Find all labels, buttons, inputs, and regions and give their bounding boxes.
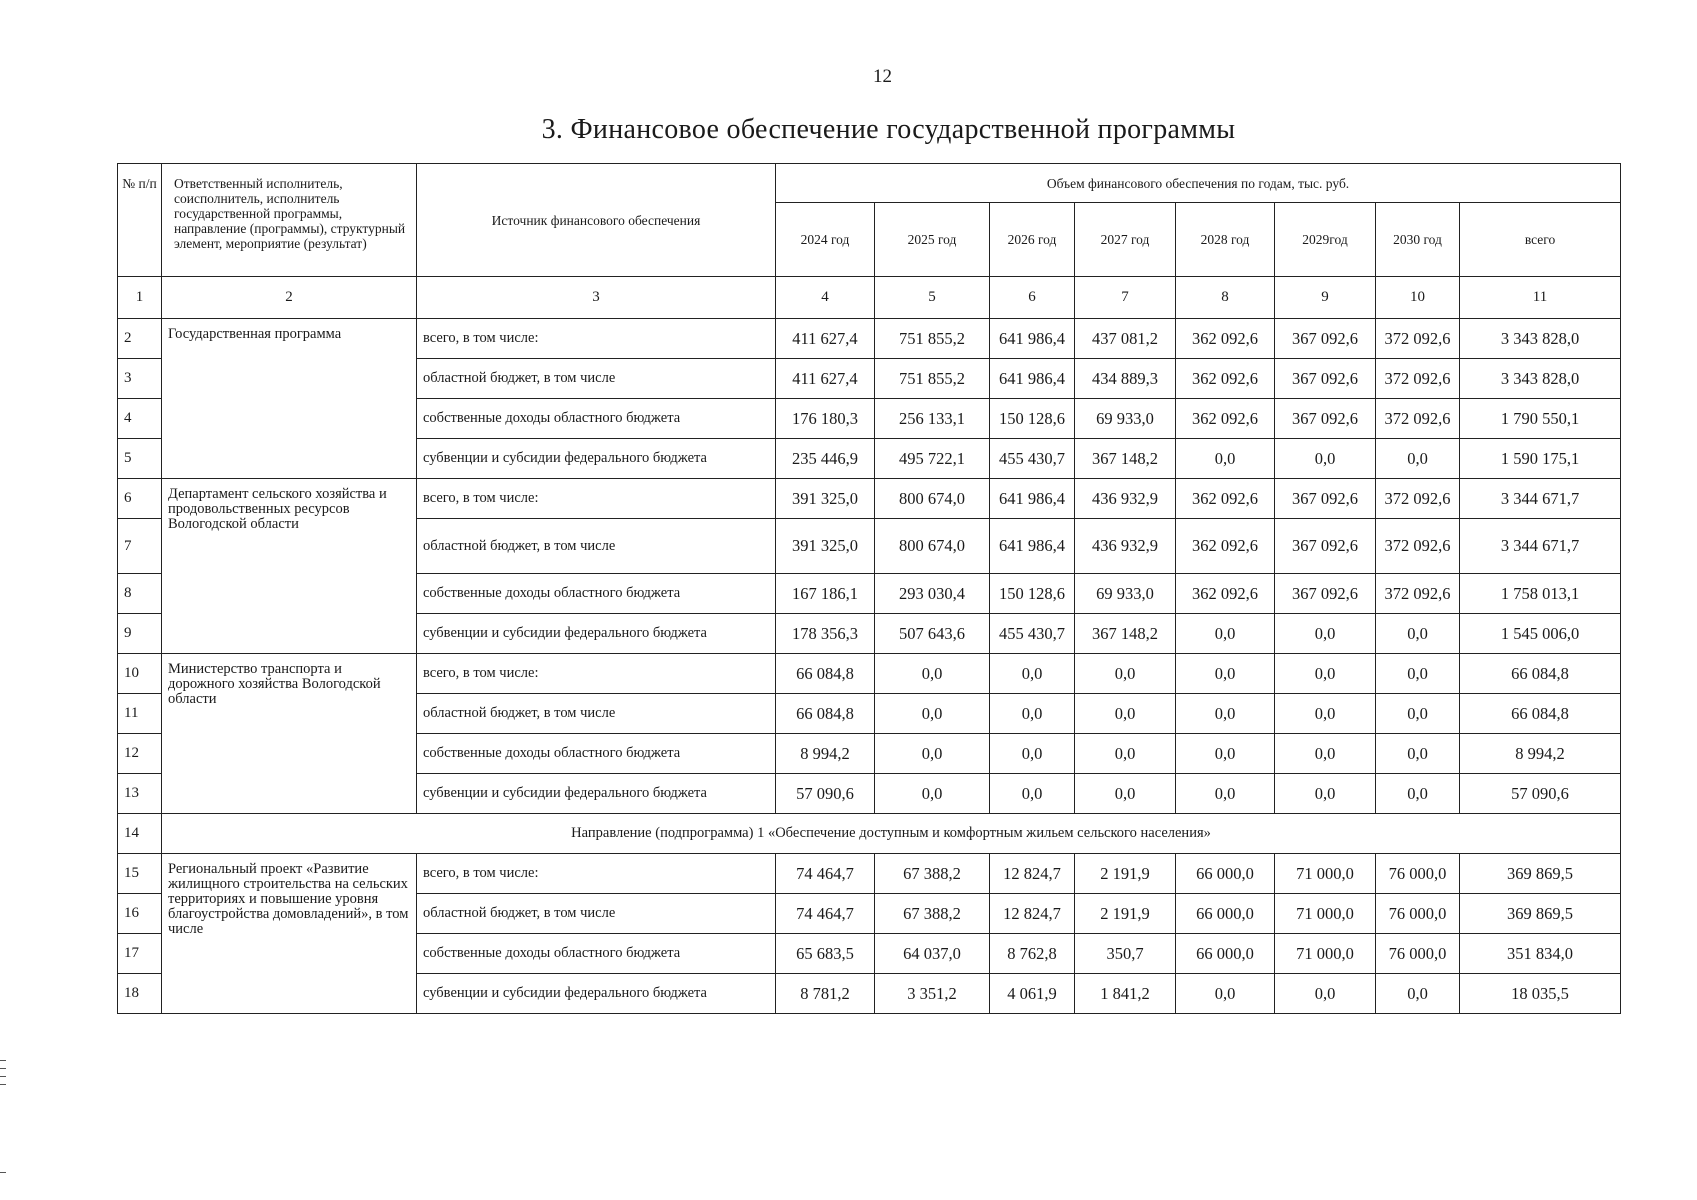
margin-mark — [0, 1076, 6, 1077]
column-index: 9 — [1275, 277, 1376, 319]
value-cell: 362 092,6 — [1176, 359, 1275, 399]
row-number: 17 — [118, 934, 162, 974]
header-no: № п/п — [118, 164, 162, 277]
value-cell: 76 000,0 — [1376, 854, 1460, 894]
value-cell: 0,0 — [1075, 734, 1176, 774]
value-cell: 74 464,7 — [776, 894, 875, 934]
value-cell: 74 464,7 — [776, 854, 875, 894]
value-cell: 76 000,0 — [1376, 894, 1460, 934]
total-cell: 8 994,2 — [1460, 734, 1621, 774]
value-cell: 71 000,0 — [1275, 934, 1376, 974]
margin-mark — [0, 1068, 6, 1069]
value-cell: 0,0 — [1275, 774, 1376, 814]
total-cell: 351 834,0 — [1460, 934, 1621, 974]
total-cell: 3 344 671,7 — [1460, 479, 1621, 519]
value-cell: 0,0 — [1075, 654, 1176, 694]
value-cell: 0,0 — [990, 654, 1075, 694]
header-responsible: Ответственный исполнитель, соисполнитель, исполнитель государственной программы, направление (программы), структурный элемент, мероприятие (результат) — [162, 164, 417, 277]
value-cell: 0,0 — [1275, 439, 1376, 479]
header-year: 2029год — [1275, 203, 1376, 277]
row-number: 7 — [118, 519, 162, 574]
source-cell: областной бюджет, в том числе — [417, 694, 776, 734]
column-index: 3 — [417, 277, 776, 319]
value-cell: 800 674,0 — [875, 479, 990, 519]
responsible-cell: Департамент сельского хозяйства и продовольственных ресурсов Вологодской области — [162, 479, 417, 654]
table-row — [118, 319, 1621, 359]
source-cell: собственные доходы областного бюджета — [417, 734, 776, 774]
value-cell: 71 000,0 — [1275, 854, 1376, 894]
value-cell: 8 994,2 — [776, 734, 875, 774]
value-cell: 69 933,0 — [1075, 574, 1176, 614]
value-cell: 67 388,2 — [875, 854, 990, 894]
column-index: 1 — [118, 277, 162, 319]
row-number: 12 — [118, 734, 162, 774]
value-cell: 362 092,6 — [1176, 479, 1275, 519]
header-total: всего — [1460, 203, 1621, 277]
page-title: 3. Финансовое обеспечение государственной программы — [541, 114, 1236, 145]
value-cell: 495 722,1 — [875, 439, 990, 479]
value-cell: 12 824,7 — [990, 894, 1075, 934]
source-cell: собственные доходы областного бюджета — [417, 934, 776, 974]
value-cell: 751 855,2 — [875, 359, 990, 399]
margin-mark — [0, 1084, 6, 1085]
total-cell: 1 590 175,1 — [1460, 439, 1621, 479]
value-cell: 0,0 — [1275, 614, 1376, 654]
source-cell: собственные доходы областного бюджета — [417, 574, 776, 614]
value-cell: 0,0 — [1176, 694, 1275, 734]
value-cell: 0,0 — [875, 734, 990, 774]
value-cell: 65 683,5 — [776, 934, 875, 974]
row-number: 8 — [118, 574, 162, 614]
responsible-cell: Министерство транспорта и дорожного хозяйства Вологодской области — [162, 654, 417, 814]
value-cell: 751 855,2 — [875, 319, 990, 359]
row-number: 10 — [118, 654, 162, 694]
value-cell: 350,7 — [1075, 934, 1176, 974]
row-number: 11 — [118, 694, 162, 734]
responsible-cell: Государственная программа — [162, 319, 417, 479]
value-cell: 0,0 — [1075, 694, 1176, 734]
value-cell: 641 986,4 — [990, 479, 1075, 519]
source-cell: всего, в том числе: — [417, 654, 776, 694]
value-cell: 0,0 — [1275, 654, 1376, 694]
value-cell: 367 092,6 — [1275, 574, 1376, 614]
value-cell: 367 092,6 — [1275, 319, 1376, 359]
row-number: 16 — [118, 894, 162, 934]
total-cell: 18 035,5 — [1460, 974, 1621, 1014]
value-cell: 411 627,4 — [776, 359, 875, 399]
value-cell: 8 762,8 — [990, 934, 1075, 974]
row-number: 6 — [118, 479, 162, 519]
column-index-row — [118, 277, 1621, 319]
value-cell: 12 824,7 — [990, 854, 1075, 894]
value-cell: 71 000,0 — [1275, 894, 1376, 934]
value-cell: 372 092,6 — [1376, 479, 1460, 519]
value-cell: 434 889,3 — [1075, 359, 1176, 399]
value-cell: 0,0 — [1376, 654, 1460, 694]
value-cell: 3 351,2 — [875, 974, 990, 1014]
value-cell: 150 128,6 — [990, 399, 1075, 439]
header-volume: Объем финансового обеспечения по годам, тыс. руб. — [776, 164, 1621, 203]
source-cell: областной бюджет, в том числе — [417, 894, 776, 934]
table-row — [118, 479, 1621, 519]
value-cell: 372 092,6 — [1376, 399, 1460, 439]
total-cell: 3 343 828,0 — [1460, 359, 1621, 399]
value-cell: 66 084,8 — [776, 694, 875, 734]
value-cell: 362 092,6 — [1176, 519, 1275, 574]
total-cell: 369 869,5 — [1460, 854, 1621, 894]
header-year: 2025 год — [875, 203, 990, 277]
value-cell: 372 092,6 — [1376, 319, 1460, 359]
value-cell: 0,0 — [1176, 734, 1275, 774]
source-cell: областной бюджет, в том числе — [417, 359, 776, 399]
row-number: 13 — [118, 774, 162, 814]
value-cell: 800 674,0 — [875, 519, 990, 574]
value-cell: 0,0 — [875, 774, 990, 814]
header-year: 2027 год — [1075, 203, 1176, 277]
value-cell: 66 084,8 — [776, 654, 875, 694]
row-number: 9 — [118, 614, 162, 654]
value-cell: 0,0 — [1376, 614, 1460, 654]
value-cell: 176 180,3 — [776, 399, 875, 439]
value-cell: 0,0 — [1376, 694, 1460, 734]
value-cell: 0,0 — [1376, 439, 1460, 479]
value-cell: 0,0 — [1376, 774, 1460, 814]
value-cell: 0,0 — [875, 694, 990, 734]
value-cell: 150 128,6 — [990, 574, 1075, 614]
total-cell: 3 344 671,7 — [1460, 519, 1621, 574]
value-cell: 178 356,3 — [776, 614, 875, 654]
source-cell: субвенции и субсидии федерального бюджета — [417, 774, 776, 814]
value-cell: 0,0 — [1075, 774, 1176, 814]
column-index: 7 — [1075, 277, 1176, 319]
value-cell: 362 092,6 — [1176, 574, 1275, 614]
table-row — [118, 654, 1621, 694]
value-cell: 367 148,2 — [1075, 439, 1176, 479]
column-index: 8 — [1176, 277, 1275, 319]
value-cell: 66 000,0 — [1176, 854, 1275, 894]
row-number: 18 — [118, 974, 162, 1014]
value-cell: 1 841,2 — [1075, 974, 1176, 1014]
value-cell: 372 092,6 — [1376, 519, 1460, 574]
source-cell: всего, в том числе: — [417, 854, 776, 894]
value-cell: 372 092,6 — [1376, 574, 1460, 614]
value-cell: 8 781,2 — [776, 974, 875, 1014]
value-cell: 235 446,9 — [776, 439, 875, 479]
value-cell: 367 092,6 — [1275, 399, 1376, 439]
value-cell: 0,0 — [1376, 974, 1460, 1014]
row-number: 2 — [118, 319, 162, 359]
source-cell: всего, в том числе: — [417, 319, 776, 359]
total-cell: 66 084,8 — [1460, 694, 1621, 734]
value-cell: 372 092,6 — [1376, 359, 1460, 399]
value-cell: 4 061,9 — [990, 974, 1075, 1014]
margin-mark — [0, 1172, 6, 1173]
value-cell: 0,0 — [875, 654, 990, 694]
value-cell: 455 430,7 — [990, 439, 1075, 479]
source-cell: субвенции и субсидии федерального бюджета — [417, 439, 776, 479]
total-cell: 3 343 828,0 — [1460, 319, 1621, 359]
value-cell: 167 186,1 — [776, 574, 875, 614]
value-cell: 0,0 — [1176, 614, 1275, 654]
header-year: 2030 год — [1376, 203, 1460, 277]
column-index: 5 — [875, 277, 990, 319]
value-cell: 455 430,7 — [990, 614, 1075, 654]
value-cell: 507 643,6 — [875, 614, 990, 654]
financing-table — [117, 163, 1621, 1014]
value-cell: 367 148,2 — [1075, 614, 1176, 654]
value-cell: 391 325,0 — [776, 519, 875, 574]
value-cell: 0,0 — [1176, 439, 1275, 479]
total-cell: 1 758 013,1 — [1460, 574, 1621, 614]
value-cell: 436 932,9 — [1075, 519, 1176, 574]
value-cell: 0,0 — [1176, 974, 1275, 1014]
value-cell: 436 932,9 — [1075, 479, 1176, 519]
value-cell: 367 092,6 — [1275, 519, 1376, 574]
value-cell: 367 092,6 — [1275, 359, 1376, 399]
margin-mark — [0, 1060, 6, 1061]
page-number: 12 — [873, 66, 892, 87]
value-cell: 641 986,4 — [990, 519, 1075, 574]
subprogram-title: Направление (подпрограмма) 1 «Обеспечение доступным и комфортным жильем сельского населения» — [162, 814, 1621, 854]
header-year: 2024 год — [776, 203, 875, 277]
column-index: 4 — [776, 277, 875, 319]
row-number: 4 — [118, 399, 162, 439]
row-number: 3 — [118, 359, 162, 399]
value-cell: 362 092,6 — [1176, 319, 1275, 359]
value-cell: 64 037,0 — [875, 934, 990, 974]
value-cell: 0,0 — [1275, 734, 1376, 774]
value-cell: 641 986,4 — [990, 319, 1075, 359]
value-cell: 0,0 — [990, 694, 1075, 734]
row-number: 14 — [118, 814, 162, 854]
value-cell: 256 133,1 — [875, 399, 990, 439]
table-row — [118, 854, 1621, 894]
value-cell: 391 325,0 — [776, 479, 875, 519]
header-source: Источник финансового обеспечения — [417, 164, 776, 277]
column-index: 2 — [162, 277, 417, 319]
column-index: 11 — [1460, 277, 1621, 319]
value-cell: 66 000,0 — [1176, 934, 1275, 974]
value-cell: 2 191,9 — [1075, 854, 1176, 894]
total-cell: 1 790 550,1 — [1460, 399, 1621, 439]
row-number: 5 — [118, 439, 162, 479]
value-cell: 641 986,4 — [990, 359, 1075, 399]
subprogram-row — [118, 814, 1621, 854]
value-cell: 66 000,0 — [1176, 894, 1275, 934]
total-cell: 57 090,6 — [1460, 774, 1621, 814]
header-year: 2026 год — [990, 203, 1075, 277]
source-cell: всего, в том числе: — [417, 479, 776, 519]
value-cell: 367 092,6 — [1275, 479, 1376, 519]
value-cell: 0,0 — [1275, 694, 1376, 734]
value-cell: 2 191,9 — [1075, 894, 1176, 934]
value-cell: 0,0 — [1376, 734, 1460, 774]
total-cell: 369 869,5 — [1460, 894, 1621, 934]
value-cell: 411 627,4 — [776, 319, 875, 359]
value-cell: 57 090,6 — [776, 774, 875, 814]
value-cell: 437 081,2 — [1075, 319, 1176, 359]
header-year: 2028 год — [1176, 203, 1275, 277]
value-cell: 0,0 — [1275, 974, 1376, 1014]
source-cell: субвенции и субсидии федерального бюджета — [417, 974, 776, 1014]
row-number: 15 — [118, 854, 162, 894]
source-cell: областной бюджет, в том числе — [417, 519, 776, 574]
value-cell: 0,0 — [990, 734, 1075, 774]
value-cell: 69 933,0 — [1075, 399, 1176, 439]
value-cell: 0,0 — [990, 774, 1075, 814]
value-cell: 293 030,4 — [875, 574, 990, 614]
column-index: 10 — [1376, 277, 1460, 319]
total-cell: 66 084,8 — [1460, 654, 1621, 694]
column-index: 6 — [990, 277, 1075, 319]
value-cell: 0,0 — [1176, 774, 1275, 814]
total-cell: 1 545 006,0 — [1460, 614, 1621, 654]
responsible-cell: Региональный проект «Развитие жилищного строительства на сельских территориях и повышение уровня благоустройства домовладений», в том числе — [162, 854, 417, 1014]
value-cell: 362 092,6 — [1176, 399, 1275, 439]
value-cell: 76 000,0 — [1376, 934, 1460, 974]
value-cell: 67 388,2 — [875, 894, 990, 934]
source-cell: собственные доходы областного бюджета — [417, 399, 776, 439]
value-cell: 0,0 — [1176, 654, 1275, 694]
source-cell: субвенции и субсидии федерального бюджета — [417, 614, 776, 654]
